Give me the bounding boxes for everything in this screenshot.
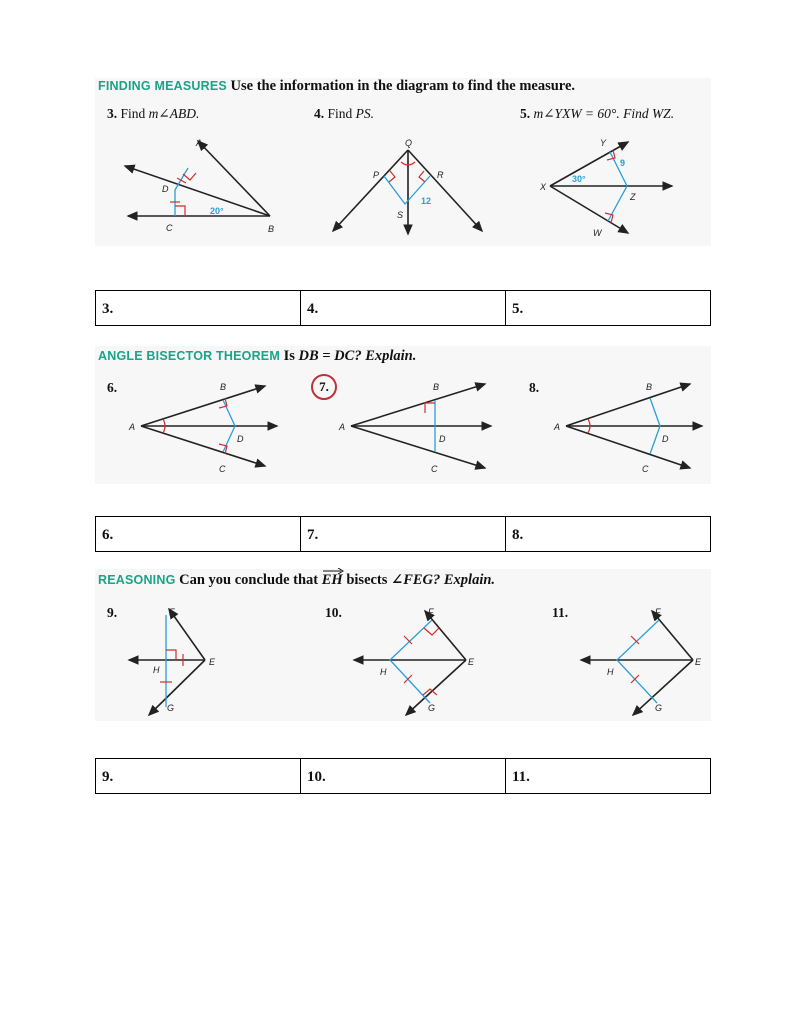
diagram-6	[125, 380, 285, 480]
problem-prefix: Find	[120, 106, 149, 121]
diagram-4	[327, 136, 492, 241]
problem-text: m∠YXW = 60°. Find WZ.	[533, 106, 675, 121]
label-D: D	[237, 434, 244, 444]
label-B: B	[220, 382, 227, 392]
label-Q: Q	[405, 138, 413, 148]
problem-number: 3.	[107, 106, 118, 121]
label-G: G	[655, 703, 663, 713]
section-instruction: Use the information in the diagram to find the measure.	[230, 78, 576, 94]
label-E: E	[209, 657, 216, 667]
section-heading	[98, 348, 416, 365]
section-heading	[98, 78, 575, 95]
problem-3	[107, 106, 199, 122]
answer-row-1	[95, 290, 711, 326]
diagram-11	[577, 603, 707, 718]
section-heading	[98, 571, 495, 589]
label-H: H	[153, 665, 160, 675]
answer-cell-7[interactable]: 7.	[301, 517, 506, 551]
ray-EH	[322, 572, 343, 588]
instruction-mid: bisects	[342, 572, 392, 588]
label-P: P	[373, 170, 380, 180]
label-E: E	[468, 657, 475, 667]
label-B: B	[433, 382, 440, 392]
answer-row-2	[95, 516, 711, 552]
label-D: D	[162, 184, 169, 194]
section-tag: FINDING MEASURES	[98, 79, 227, 93]
label-F: F	[169, 607, 175, 617]
instruction-lead: Can you conclude that	[179, 572, 322, 588]
angle-label: 30°	[572, 174, 586, 184]
problem-11: 11.	[552, 605, 569, 620]
problem-5	[520, 106, 674, 122]
ray-label: EH	[321, 572, 343, 588]
label-C: C	[166, 223, 173, 233]
problem-prefix: Find	[327, 106, 356, 121]
section-angle-bisector	[95, 346, 711, 484]
answer-cell-11[interactable]: 11.	[512, 769, 530, 785]
label-A: A	[339, 422, 346, 432]
instruction-italic: DB = DC? Explain.	[298, 348, 417, 364]
problem-10: 10.	[325, 605, 342, 620]
problem-text: PS.	[355, 106, 375, 121]
problem-number: 5.	[520, 106, 531, 121]
diagram-10	[350, 603, 480, 718]
diagram-3	[120, 136, 280, 241]
label-S: S	[397, 210, 404, 220]
answer-cell-10[interactable]: 10.	[301, 759, 506, 793]
label-B: B	[646, 382, 653, 392]
problem-text: m∠ABD.	[148, 106, 200, 121]
problem-8: 8.	[529, 380, 540, 395]
problem-number: 4.	[314, 106, 325, 121]
answer-row-3	[95, 758, 711, 794]
label-G: G	[167, 703, 175, 713]
angle-label: 20°	[210, 206, 224, 216]
section-tag: REASONING	[98, 573, 176, 587]
section-finding-measures	[95, 78, 711, 246]
label-D: D	[662, 434, 669, 444]
answer-cell-3[interactable]: 3.	[96, 291, 301, 325]
label-F: F	[655, 607, 661, 617]
length-label: 9	[620, 158, 626, 168]
answer-cell-5[interactable]: 5.	[512, 301, 524, 317]
diagram-9	[125, 603, 225, 718]
label-C: C	[431, 464, 438, 474]
label-F: F	[428, 607, 434, 617]
length-label: 12	[421, 196, 432, 206]
problem-7-circled: 7.	[311, 374, 337, 400]
problem-7	[311, 374, 337, 400]
label-D: D	[439, 434, 446, 444]
answer-cell-6[interactable]: 6.	[96, 517, 301, 551]
diagram-8	[550, 380, 710, 480]
label-C: C	[219, 464, 226, 474]
problem-4	[314, 106, 374, 122]
problem-6: 6.	[107, 380, 118, 395]
diagram-5	[540, 136, 690, 241]
label-C: C	[642, 464, 649, 474]
label-H: H	[607, 667, 614, 677]
label-W: W	[593, 228, 602, 238]
label-E: E	[695, 657, 702, 667]
instruction-italic: ∠FEG? Explain.	[391, 572, 496, 588]
label-R: R	[437, 170, 444, 180]
diagram-7	[335, 380, 500, 480]
label-Y: Y	[600, 138, 607, 148]
instruction-lead: Is	[283, 348, 299, 364]
label-A: A	[129, 422, 136, 432]
section-tag: ANGLE BISECTOR THEOREM	[98, 349, 280, 363]
answer-cell-8[interactable]: 8.	[512, 527, 524, 543]
label-A: A	[554, 422, 561, 432]
answer-cell-4[interactable]: 4.	[301, 291, 506, 325]
ray-arrow-icon	[322, 568, 344, 574]
label-G: G	[428, 703, 436, 713]
label-Z: Z	[630, 192, 636, 202]
answer-cell-9[interactable]: 9.	[96, 759, 301, 793]
problem-9: 9.	[107, 605, 118, 620]
label-H: H	[380, 667, 387, 677]
label-X: X	[540, 182, 547, 192]
section-reasoning	[95, 569, 711, 721]
label-B: B	[268, 224, 275, 234]
label-A: A	[196, 138, 203, 148]
